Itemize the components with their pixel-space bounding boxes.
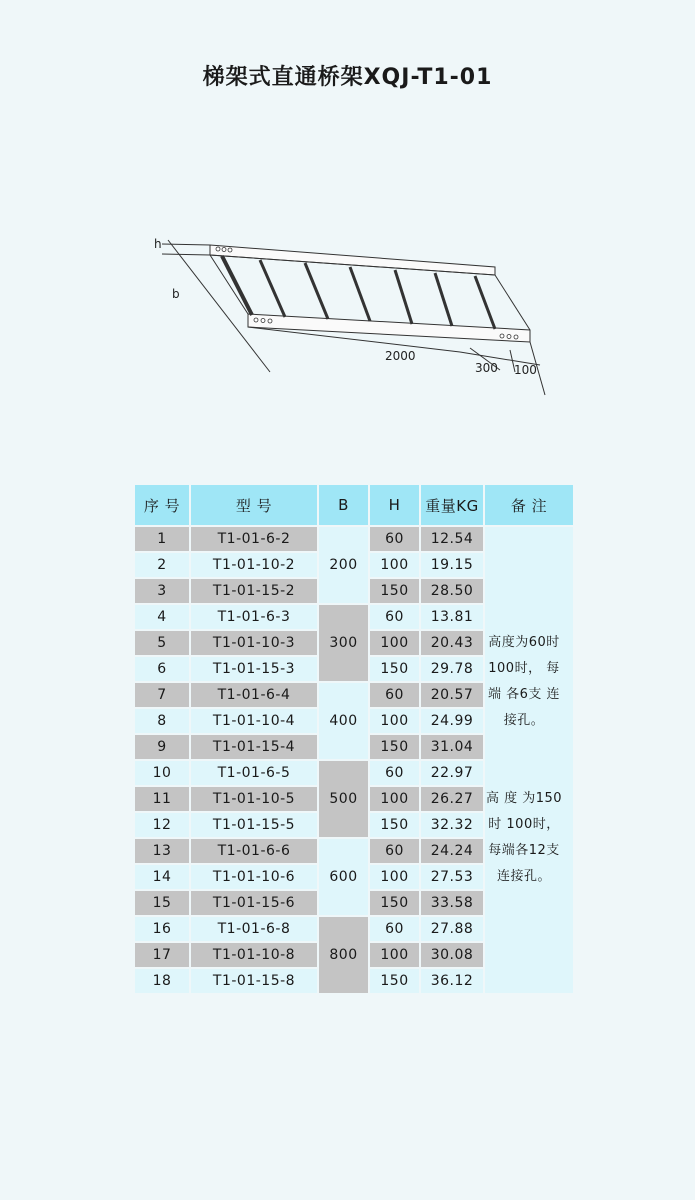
row-no: 5 — [135, 631, 189, 655]
row-no: 15 — [135, 891, 189, 915]
row-no: 6 — [135, 657, 189, 681]
remark-line: 100时， 每 — [488, 661, 560, 676]
remark-note-2 — [485, 786, 563, 890]
row-no: 4 — [135, 605, 189, 629]
row-h: 150 — [370, 969, 419, 993]
row-weight: 30.08 — [421, 943, 483, 967]
row-h: 150 — [370, 657, 419, 681]
label-b: b — [172, 287, 180, 301]
row-no: 1 — [135, 527, 189, 551]
row-model: T1-01-10-8 — [191, 943, 317, 967]
row-h: 150 — [370, 579, 419, 603]
row-no: 17 — [135, 943, 189, 967]
row-no: 16 — [135, 917, 189, 941]
row-weight: 12.54 — [421, 527, 483, 551]
row-no: 18 — [135, 969, 189, 993]
row-model: T1-01-10-3 — [191, 631, 317, 655]
row-model: T1-01-15-4 — [191, 735, 317, 759]
row-model: T1-01-15-5 — [191, 813, 317, 837]
row-h: 100 — [370, 943, 419, 967]
col-header-no: 序 号 — [135, 485, 189, 525]
row-model: T1-01-6-3 — [191, 605, 317, 629]
row-h: 100 — [370, 865, 419, 889]
row-no: 8 — [135, 709, 189, 733]
label-h: h — [154, 237, 162, 251]
row-weight: 22.97 — [421, 761, 483, 785]
row-no: 13 — [135, 839, 189, 863]
row-h: 100 — [370, 787, 419, 811]
row-weight: 32.32 — [421, 813, 483, 837]
row-weight: 31.04 — [421, 735, 483, 759]
row-h: 60 — [370, 527, 419, 551]
row-h: 60 — [370, 683, 419, 707]
row-h: 60 — [370, 761, 419, 785]
dim-2000: 2000 — [385, 349, 416, 363]
remark-line: 端 各6支 连 — [487, 687, 561, 702]
row-h: 100 — [370, 631, 419, 655]
row-weight: 24.24 — [421, 839, 483, 863]
row-no: 9 — [135, 735, 189, 759]
row-no: 14 — [135, 865, 189, 889]
row-h: 60 — [370, 917, 419, 941]
row-model: T1-01-6-6 — [191, 839, 317, 863]
row-weight: 20.43 — [421, 631, 483, 655]
col-header-remark: 备 注 — [485, 485, 573, 525]
page-title: 梯架式直通桥架XQJ-T1-01 — [202, 65, 493, 90]
row-model: T1-01-15-3 — [191, 657, 317, 681]
row-model: T1-01-15-6 — [191, 891, 317, 915]
col-header-h: H — [370, 485, 419, 525]
row-weight: 36.12 — [421, 969, 483, 993]
row-weight: 26.27 — [421, 787, 483, 811]
b-group-cell: 600 — [319, 839, 368, 915]
spec-table — [133, 483, 575, 995]
row-no: 3 — [135, 579, 189, 603]
row-model: T1-01-6-8 — [191, 917, 317, 941]
row-h: 150 — [370, 735, 419, 759]
remark-line: 高 度 为150 — [485, 791, 563, 806]
row-no: 11 — [135, 787, 189, 811]
row-weight: 28.50 — [421, 579, 483, 603]
row-model: T1-01-6-4 — [191, 683, 317, 707]
row-h: 60 — [370, 839, 419, 863]
row-h: 150 — [370, 891, 419, 915]
remark-line: 接孔。 — [503, 713, 545, 728]
remark-line: 高度为60时 — [488, 635, 560, 650]
row-h: 100 — [370, 709, 419, 733]
row-weight: 33.58 — [421, 891, 483, 915]
b-group-cell: 300 — [319, 605, 368, 681]
dim-100: 100 — [514, 363, 537, 377]
remark-line: 时 100时， — [488, 817, 560, 832]
col-header-weight: 重量KG — [421, 485, 483, 525]
row-no: 10 — [135, 761, 189, 785]
b-group-cell: 500 — [319, 761, 368, 837]
row-model: T1-01-10-6 — [191, 865, 317, 889]
b-group-cell: 200 — [319, 527, 368, 603]
table-row — [135, 527, 573, 551]
row-model: T1-01-10-2 — [191, 553, 317, 577]
row-model: T1-01-10-5 — [191, 787, 317, 811]
row-model: T1-01-15-2 — [191, 579, 317, 603]
row-weight: 24.99 — [421, 709, 483, 733]
b-group-cell: 400 — [319, 683, 368, 759]
row-weight: 20.57 — [421, 683, 483, 707]
row-no: 7 — [135, 683, 189, 707]
row-model: T1-01-15-8 — [191, 969, 317, 993]
b-group-cell: 800 — [319, 917, 368, 993]
row-model: T1-01-6-2 — [191, 527, 317, 551]
row-h: 100 — [370, 553, 419, 577]
dim-300: 300 — [475, 361, 498, 375]
remark-line: 每端各12支 — [488, 843, 560, 858]
row-no: 12 — [135, 813, 189, 837]
row-model: T1-01-10-4 — [191, 709, 317, 733]
remark-line: 连接孔。 — [496, 869, 551, 884]
row-h: 150 — [370, 813, 419, 837]
remark-cell — [485, 527, 573, 993]
col-header-b: B — [319, 485, 368, 525]
table-header-row — [135, 485, 573, 525]
row-weight: 19.15 — [421, 553, 483, 577]
cable-tray-drawing — [140, 220, 560, 410]
row-model: T1-01-6-5 — [191, 761, 317, 785]
row-weight: 27.53 — [421, 865, 483, 889]
remark-note-1 — [485, 630, 563, 734]
row-weight: 27.88 — [421, 917, 483, 941]
row-no: 2 — [135, 553, 189, 577]
col-header-model: 型 号 — [191, 485, 317, 525]
row-h: 60 — [370, 605, 419, 629]
row-weight: 13.81 — [421, 605, 483, 629]
row-weight: 29.78 — [421, 657, 483, 681]
